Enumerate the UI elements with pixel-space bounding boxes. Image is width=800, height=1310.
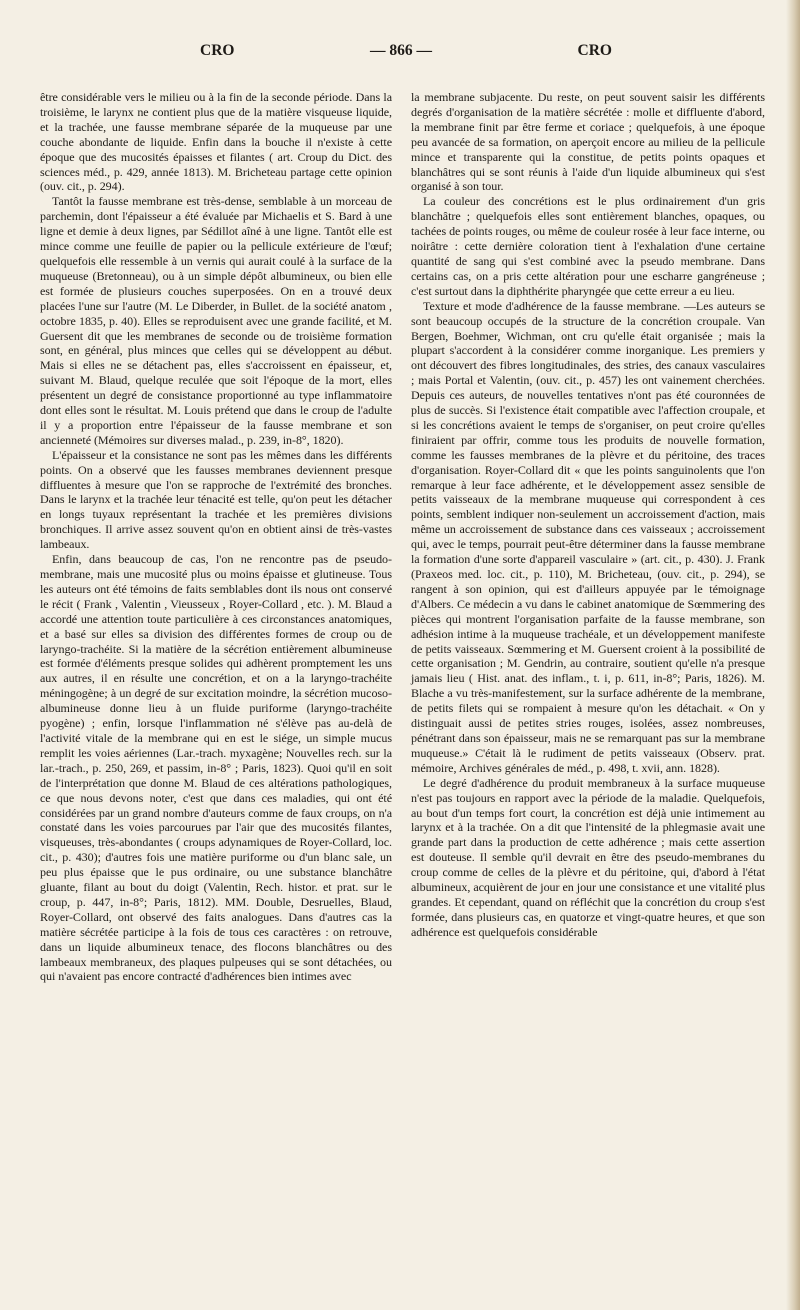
paragraph: Tantôt la fausse membrane est très-dense, semblable à un morceau de parchemin, dont l'épaisseur a été évaluée par Michaelis et S. Bard à une ligne et demie à deux lignes, par Sédillot aîné à une ligne. Tantôt elle est mince comme une feuille de papier ou la pellicule extérieure de l'œuf; quelquefois elle ressemble à un vernis qui aurait coulé à la surface de la muqueuse (Bretonneau), ou à un simple dépôt albumineux, ou bien elle est formée de plusieurs couches superposées. On en a trouvé deux placées l'une sur l'autre (M. Le Diberder, in Bullet. de la société anatom , octobre 1835, p. 40). Elles se reproduisent avec une grande facilité, et M. Guersent dit que les membranes de seconde ou de troisième formation sont, en général, plus minces que celles qui se développent au début. Mais si elles ne se détachent pas, elles s'accroissent en épaisseur, et, suivant M. Blaud, quelque reculée que soit l'époque de la mort, elles présentent un degré de consistance proportionné au type inflammatoire dont elles sont le résultat. M. Louis prétend que dans le croup de l'adulte il y a proportion entre l'épaisseur de la fausse membrane et son ancienneté (Mémoires sur diverses malad., p. 239, in-8°, 1820). [40,194,392,447]
page-number: — 866 — [370,42,432,59]
header-right-entry: CRO [577,42,612,59]
paragraph: Le degré d'adhérence du produit membraneux à la surface muqueuse n'est pas toujours en rapport avec la période de la maladie. Quelquefois, au bout d'un temps fort court, la concrétion est déjà unie intimement au larynx et à la trachée. On a dit que l'intensité de la phlegmasie avait une grande part dans la production de cette adhérence ; mais cette assertion est douteuse. Il semble qu'il devrait en être des pseudo-membranes du croup comme de celles de la plèvre et du péritoine, qui, d'abord à l'état albumineux, acquièrent de jour en jour une consistance et une vitalité plus grandes. Et cependant, quand on réfléchit que la concrétion du croup s'est formée, dans plusieurs cas, en quatorze et vingt-quatre heures, et que son adhérence est quelquefois considérable [411,775,765,939]
left-column [40,90,392,984]
paragraph: Enfin, dans beaucoup de cas, l'on ne rencontre pas de pseudo-membrane, mais une mucosité plus ou moins épaisse et glutineuse. Tous les auteurs ont été témoins de faits semblables dont ils nous ont conservé le récit ( Frank , Valentin , Vieusseux , Royer-Collard , etc. ). M. Blaud a accordé une attention toute particulière à ces circonstances anatomiques, et a basé sur elles sa division des différentes formes de croup ou de laryngo-trachéite. Si la matière de la sécrétion entièrement albumineuse est formée d'éléments presque solides qui adhèrent promptement les uns aux autres, il en résulte une concrétion, et on a la laryngo-trachéite méningogène; à un degré de sur excitation moindre, la sécrétion mucoso-albumineuse donne lieu à un fluide puriforme (laryngo-trachéite pyogène) ; enfin, lorsque l'inflammation né s'élève pas au-delà de l'activité vitale de la membrane qui en est le siége, un simple mucus remplit les voies aériennes (Lar.-trach. myxagène; Nouvelles rech. sur la lar.-trach., p. 250, 269, et passim, in-8° ; Paris, 1823). Quoi qu'il en soit de l'interprétation que donne M. Blaud de ces altérations pathologiques, ce que nous devons noter, c'est que dans ces maladies, qui ont été considérées par un grand nombre d'auteurs comme de faux croups, on n'a constaté dans les voies parcourues par l'air que des mucosités filantes, visqueuses, très-abondantes ( croups adynamiques de Royer-Collard, loc. cit., p. 430); d'autres fois une matière puriforme ou d'un blanc sale, un peu plus épaisse que le pus ordinaire, ou une substance blanchâtre gluante, filant au bout du doigt (Valentin, Rech. histor. et prat. sur le croup, p. 447, in-8°; Paris, 1812). MM. Double, Desruelles, Blaud, Royer-Collard, ont observé des faits analogues. Dans d'autres cas la matière sécrétée participe à la fois de tous ces caractères : on retrouve, dans un liquide albumineux tenace, des flocons blanchâtres ou des lambeaux membraneux, des plaques pulpeuses qui se sont détachées, ou qui n'avaient pas encore contracté d'adhérences bien intimes avec [40,552,392,984]
paragraph: la membrane subjacente. Du reste, on peut souvent saisir les différents degrés d'organisation de la matière sécrétée : molle et diffluente d'abord, la membrane finit par être ferme et coriace ; quelquefois, à une époque peu avancée de sa formation, on aperçoit encore au milieu de la pellicule mince et transparente qui la constitue, de petits points opaques et blanchâtres qui se sont réunis à l'aide d'un liquide albumineux qui s'est organisé à son tour. [411,90,765,194]
header-left-entry: CRO [200,42,235,59]
right-column [411,90,765,940]
paragraph: être considérable vers le milieu ou à la fin de la seconde période. Dans la troisième, le larynx ne contient plus que de la matière visqueuse liquide, et la trachée, une fausse membrane séparée de la muqueuse par une couche abondante de liquide. Enfin dans la bouche il n'existe à cette époque que des mucosités épaisses et filantes ( art. Croup du Dict. des sciences méd., p. 429, année 1813). M. Bricheteau partage cette opinion (ouv. cit., p. 294). [40,90,392,194]
page-edge-shadow [786,0,800,1310]
paragraph: La couleur des concrétions est le plus ordinairement d'un gris blanchâtre ; quelquefois elles sont entièrement blanches, opaques, ou tachées de points rouges, ou même de couleur rosée à leur face interne, ou noirâtre : cette dernière coloration tient à l'exhalation d'une certaine quantité de sang qui s'est combiné avec la pseudo membrane. Dans certains cas, on a pris cette altération pour une escharre gangréneuse ; c'est surtout dans la diphthérite pharyngée que cette erreur a eu lieu. [411,194,765,298]
running-header [40,42,762,72]
paragraph: L'épaisseur et la consistance ne sont pas les mêmes dans les différents points. On a observé que les fausses membranes deviennent presque diffluentes à mesure que l'on se rapproche de l'extrémité des bronches. Dans le larynx et la trachée leur ténacité est telle, qu'on peut les détacher en longs tuyaux représentant la trachée et les premières divisions bronchiques. Il arrive assez souvent qu'on en obtient ainsi de très-vastes lambeaux. [40,447,392,552]
paragraph: Texture et mode d'adhérence de la fausse membrane. —Les auteurs se sont beaucoup occupés de la structure de la concrétion croupale. Van Bergen, Boehmer, Wichman, ont cru qu'elle était organisée ; mais la plupart s'accordent à la considérer comme inorganique. Les premiers y ont découvert des fibres longitudinales, des stries, des canaux vasculaires ; mais Portal et Valentin, (ouv. cit., p. 457) les ont vainement cherchées. Depuis ces auteurs, de nouvelles tentatives n'ont pas été couronnées de plus de succès. Si l'existence était compatible avec l'affection croupale, et si les concrétions avaient le temps de s'organiser, on peut croire qu'elles finiraient par offrir, comme tous les produits de nouvelle formation, comme les fausses membranes de la plèvre et du péritoine, des traces d'organisation. Royer-Collard dit « que les points sanguinolents que l'on remarque à leur face adhérente, et le développement assez sensible de petits vaisseaux de la membrane muqueuse qui correspondent à ces points, semblent indiquer non-seulement un accroissement d'action, mais même un accroissement de substance dans ces vaisseaux ; accroissement qui, avec le temps, pourrait peut-être déterminer dans la fausse membrane la formation d'une sorte d'appareil vasculaire » (art. cit., p. 430). J. Frank (Praxeos med. loc. cit., p. 110), M. Bricheteau, (ouv. cit., p. 294), se rangent à son opinion, qui est d'ailleurs appuyée par le témoignage d'Albers. Ce médecin a vu dans le cabinet anatomique de Sœmmering des pièces qui montrent l'organisation parfaite de la fausse membrane, son adhésion intime à la muqueuse trachéale, et un développement manifeste de petits vaisseaux. Sœmmering et M. Guersent croient à la possibilité de cette organisation ; M. Gendrin, au contraire, soutient qu'elle n'a presque jamais lieu ( Hist. anat. des inflam., t. i, p. 611, in-8°; Paris, 1826). M. Blache a vu très-manifestement, sur la surface adhérente de la membrane, de petits filets qui se rompaient à mesure qu'on les détachait. « On y distinguait aussi de petites stries rouges, isolées, assez nombreuses, pénétrant dans son épaisseur, mais ne se remarquant pas sur la membrane muqueuse.» C'était là le rudiment de petits vaisseaux (Observ. prat. mémoire, Archives générales de méd., p. 498, t. xvii, ann. 1828). [411,298,765,775]
